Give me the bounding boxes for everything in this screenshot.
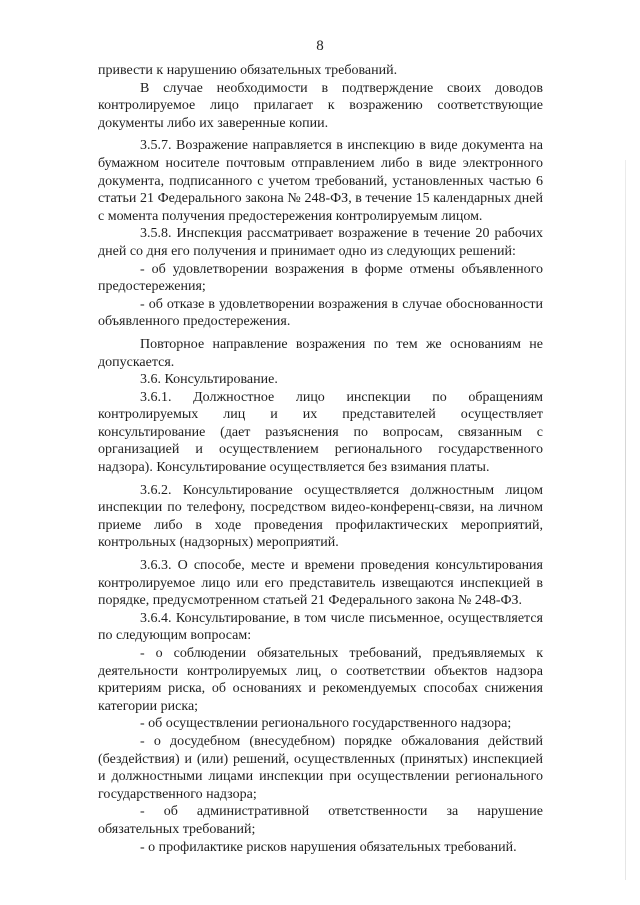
- list-item-appeal-procedure: - о досудебном (внесудебном) порядке обжалования действий (бездействия) и (или) решений, осуществленных (принятых) инспекцией и должностными лицами инспекции при осуществлении регионального государственного надзора;: [98, 733, 543, 802]
- list-item-satisfy-objection: - об удовлетворении возражения в форме отмены объявленного предостережения;: [98, 261, 543, 295]
- paragraph-3-6-2: 3.6.2. Консультирование осуществляется должностным лицом инспекции по телефону, посредством видео-конференц-связи, на личном приеме либо в ходе проведения профилактических мероприятий, контрольных (надзорных) мероприятий.: [98, 482, 543, 551]
- paragraph-repeat-objection: Повторное направление возражения по тем же основаниям не допускается.: [98, 336, 543, 370]
- list-item-risk-prevention: - о профилактике рисков нарушения обязательных требований.: [140, 839, 517, 855]
- scan-edge-line: [625, 160, 626, 880]
- document-body: [98, 62, 543, 856]
- paragraph-3-6-4: 3.6.4. Консультирование, в том числе письменное, осуществляется по следующим вопросам:: [98, 610, 543, 644]
- list-item-administrative-liability: - об административной ответственности за нарушение обязательных требований;: [98, 804, 543, 837]
- paragraph-3-6-3: 3.6.3. О способе, месте и времени проведения консультирования контролируемое лицо или его представитель извещаются инспекцией в порядке, предусмотренном статьей 21 Федерального закона № 248-ФЗ.: [98, 558, 543, 609]
- paragraph-supporting-documents: В случае необходимости в подтверждение своих доводов контролируемое лицо прилагает к возражению соответствующие документы либо их заверенные копии.: [98, 80, 543, 131]
- paragraph-3-5-7: 3.5.7. Возражение направляется в инспекцию в виде документа на бумажном носителе почтовым отправлением либо в виде электронного документа, подписанного с учетом требований, установленных частью 6 статьи 21 Федерального закона № 248-ФЗ, в течение 15 календарных дней с момента получения предостережения контролируемым лицом.: [98, 138, 543, 224]
- list-item-refuse-objection: - об отказе в удовлетворении возражения в случае обоснованности объявленного предостережения.: [98, 296, 543, 330]
- paragraph-3-5-8: 3.5.8. Инспекция рассматривает возражение в течение 20 рабочих дней со дня его получения и принимает одно из следующих решений:: [98, 226, 543, 259]
- section-heading-3-6: 3.6. Консультирование.: [140, 372, 278, 388]
- paragraph-continuation: привести к нарушению обязательных требований.: [98, 63, 398, 78]
- list-item-supervision: - об осуществлении регионального государственного надзора;: [140, 716, 512, 732]
- page-number: 8: [316, 38, 324, 54]
- paragraph-3-6-1: 3.6.1. Должностное лицо инспекции по обращениям контролируемых лиц и их представителей осуществляет консультирование (дает разъяснения по вопросам, связанным с организацией и осуществлением регионального государственного надзора). Консультирование осуществляется без взимания платы.: [98, 389, 543, 476]
- list-item-compliance: - о соблюдении обязательных требований, предъявляемых к деятельности контролируемых лиц, о соответствии объектов надзора критериям риска, об основаниях и рекомендуемых способах снижения категории риска;: [98, 646, 543, 714]
